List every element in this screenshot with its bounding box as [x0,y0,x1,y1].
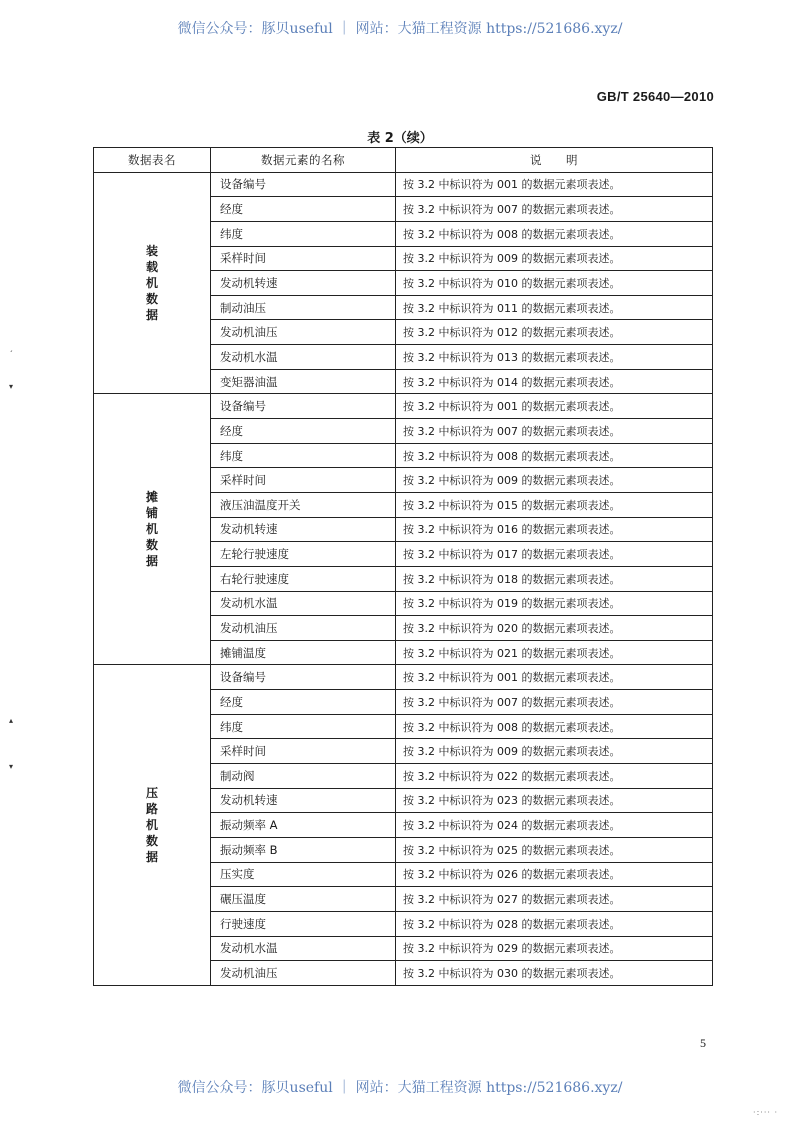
element-name-cell: 摊铺温度 [211,640,396,665]
element-name-cell: 发动机水温 [211,591,396,616]
element-name-cell: 液压油温度开关 [211,492,396,517]
watermark-footer: 微信公众号：豚贝useful ｜ 网站：大猫工程资源 https://521686.xyz/ [177,1080,623,1096]
standard-code: GB/T 25640—2010 [596,89,714,104]
element-name-cell: 制动油压 [211,295,396,320]
element-name-cell: 压实度 [211,862,396,887]
scan-mark: ˏ [9,343,13,352]
description-cell: 按 3.2 中标识符为 001 的数据元素项表述。 [396,394,713,419]
description-cell: 按 3.2 中标识符为 008 的数据元素项表述。 [396,714,713,739]
group-name: 装载机数据 [145,244,158,323]
table-row [94,665,713,690]
element-name-cell: 制动阀 [211,764,396,789]
description-cell: 按 3.2 中标识符为 007 的数据元素项表述。 [396,690,713,715]
group-name: 摊铺机数据 [145,490,158,569]
element-name-cell: 碾压温度 [211,887,396,912]
description-cell: 按 3.2 中标识符为 020 的数据元素项表述。 [396,616,713,641]
description-cell: 按 3.2 中标识符为 017 的数据元素项表述。 [396,542,713,567]
element-name-cell: 发动机油压 [211,616,396,641]
description-cell: 按 3.2 中标识符为 001 的数据元素项表述。 [396,665,713,690]
watermark-header: 微信公众号：豚贝useful ｜ 网站：大猫工程资源 https://521686.xyz/ [177,21,623,37]
description-cell: 按 3.2 中标识符为 016 的数据元素项表述。 [396,517,713,542]
element-name-cell: 发动机油压 [211,320,396,345]
description-cell: 按 3.2 中标识符为 011 的数据元素项表述。 [396,295,713,320]
description-cell: 按 3.2 中标识符为 008 的数据元素项表述。 [396,443,713,468]
description-cell: 按 3.2 中标识符为 029 的数据元素项表述。 [396,936,713,961]
description-cell: 按 3.2 中标识符为 018 的数据元素项表述。 [396,566,713,591]
table-row [94,394,713,419]
element-name-cell: 发动机转速 [211,517,396,542]
description-cell: 按 3.2 中标识符为 015 的数据元素项表述。 [396,492,713,517]
description-cell: 按 3.2 中标识符为 014 的数据元素项表述。 [396,369,713,394]
element-name-cell: 设备编号 [211,394,396,419]
data-elements-table [93,147,713,986]
element-name-cell: 行驶速度 [211,911,396,936]
description-cell: 按 3.2 中标识符为 023 的数据元素项表述。 [396,788,713,813]
description-cell: 按 3.2 中标识符为 022 的数据元素项表述。 [396,764,713,789]
element-name-cell: 变矩器油温 [211,369,396,394]
element-name-cell: 纬度 [211,714,396,739]
description-cell: 按 3.2 中标识符为 008 的数据元素项表述。 [396,221,713,246]
description-cell: 按 3.2 中标识符为 021 的数据元素项表述。 [396,640,713,665]
table-row [94,172,713,197]
element-name-cell: 采样时间 [211,739,396,764]
element-name-cell: 左轮行驶速度 [211,542,396,567]
description-cell: 按 3.2 中标识符为 012 的数据元素项表述。 [396,320,713,345]
element-name-cell: 发动机转速 [211,788,396,813]
description-cell: 按 3.2 中标识符为 028 的数据元素项表述。 [396,911,713,936]
element-name-cell: 经度 [211,197,396,222]
element-name-cell: 采样时间 [211,468,396,493]
element-name-cell: 发动机油压 [211,961,396,986]
header-description: 说 明 [396,148,713,173]
description-cell: 按 3.2 中标识符为 009 的数据元素项表述。 [396,739,713,764]
group-name: 压路机数据 [145,786,158,865]
element-name-cell: 经度 [211,419,396,444]
table-caption: 表 2（续） [367,131,433,146]
header-table-name: 数据表名 [94,148,211,173]
element-name-cell: 振动频率 B [211,837,396,862]
element-name-cell: 纬度 [211,443,396,468]
group-name-cell [94,665,211,985]
page-number: 5 [700,1036,706,1050]
scan-mark: ▾ [9,382,14,391]
description-cell: 按 3.2 中标识符为 019 的数据元素项表述。 [396,591,713,616]
element-name-cell: 设备编号 [211,172,396,197]
description-cell: 按 3.2 中标识符为 026 的数据元素项表述。 [396,862,713,887]
description-cell: 按 3.2 中标识符为 027 的数据元素项表述。 [396,887,713,912]
description-cell: 按 3.2 中标识符为 001 的数据元素项表述。 [396,172,713,197]
scan-mark: ▴ [9,716,14,725]
group-name-cell [94,394,211,665]
scan-artifact: ·:··· · [753,1108,778,1117]
description-cell: 按 3.2 中标识符为 025 的数据元素项表述。 [396,837,713,862]
element-name-cell: 经度 [211,690,396,715]
description-cell: 按 3.2 中标识符为 030 的数据元素项表述。 [396,961,713,986]
table-header-row [94,148,713,173]
element-name-cell: 设备编号 [211,665,396,690]
element-name-cell: 发动机水温 [211,345,396,370]
element-name-cell: 发动机水温 [211,936,396,961]
group-name-cell [94,172,211,394]
description-cell: 按 3.2 中标识符为 007 的数据元素项表述。 [396,419,713,444]
description-cell: 按 3.2 中标识符为 024 的数据元素项表述。 [396,813,713,838]
description-cell: 按 3.2 中标识符为 009 的数据元素项表述。 [396,246,713,271]
element-name-cell: 纬度 [211,221,396,246]
scan-mark: ▾ [9,762,14,771]
element-name-cell: 右轮行驶速度 [211,566,396,591]
element-name-cell: 采样时间 [211,246,396,271]
element-name-cell: 发动机转速 [211,271,396,296]
description-cell: 按 3.2 中标识符为 013 的数据元素项表述。 [396,345,713,370]
header-element-name: 数据元素的名称 [211,148,396,173]
description-cell: 按 3.2 中标识符为 010 的数据元素项表述。 [396,271,713,296]
description-cell: 按 3.2 中标识符为 007 的数据元素项表述。 [396,197,713,222]
element-name-cell: 振动频率 A [211,813,396,838]
description-cell: 按 3.2 中标识符为 009 的数据元素项表述。 [396,468,713,493]
